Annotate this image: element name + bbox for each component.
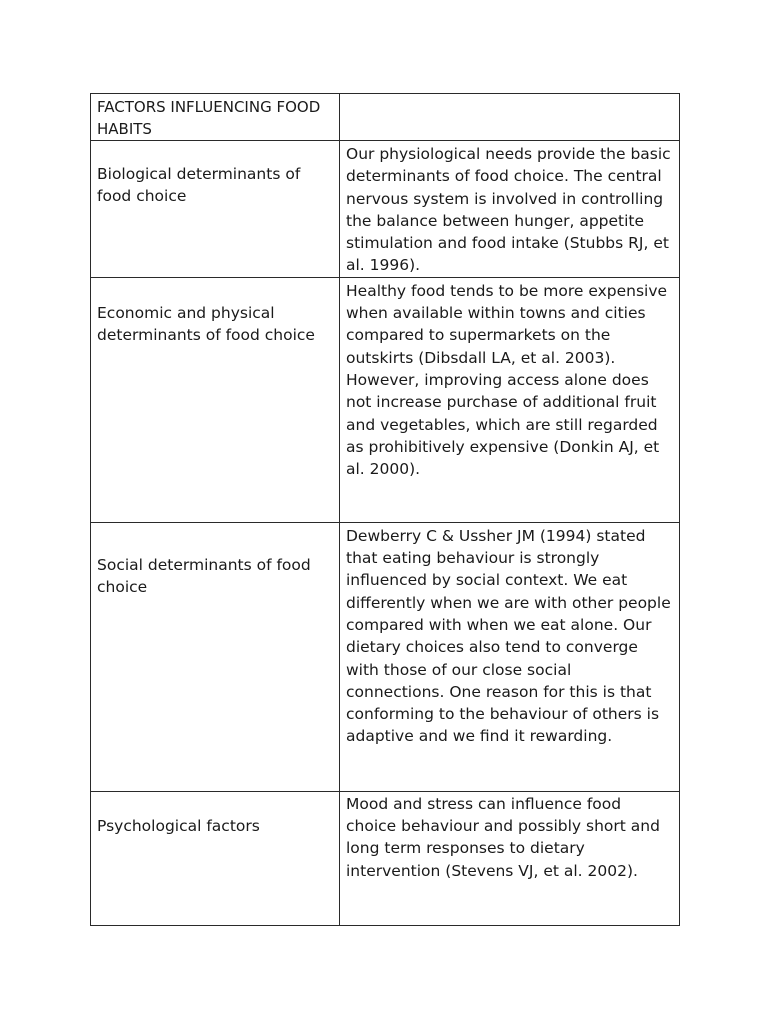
factor-description: Dewberry C & Ussher JM (1994) stated that eating behaviour is strongly influenced by social context. We eat differently when we are with other people compared with when we eat alone. Our dietary choices also tend to converge with those of our close social connections. One reason for this is that conforming to the behaviour of others is adaptive and we find it rewarding. (346, 526, 671, 746)
description-cell (340, 277, 680, 522)
factor-description: Healthy food tends to be more expensive when available within towns and cities compared to supermarkets on the outskirts (Dibsdall LA, et al. 2003). However, improving access alone does not increase purchase of additional fruit and vegetables, which are still regarded as prohibitively expensive (Donkin AJ, et al. 2000). (346, 281, 668, 479)
header-cell-right (340, 94, 680, 141)
factor-cell (91, 141, 340, 278)
table-row (91, 791, 680, 925)
factor-label: Social determinants of food choice (97, 555, 311, 597)
description-cell (340, 522, 680, 791)
table-row (91, 141, 680, 278)
factor-cell (91, 791, 340, 925)
table-row (91, 277, 680, 522)
factor-cell (91, 277, 340, 522)
table-header-row (91, 94, 680, 141)
factor-description: Our physiological needs provide the basic determinants of food choice. The central nervous system is involved in controlling the balance between hunger, appetite stimulation and food intake (Stubbs RJ, et al. 1996). (346, 145, 671, 275)
table-row (91, 522, 680, 791)
factor-description: Mood and stress can influence food choice behaviour and possibly short and long term responses to dietary intervention (Stevens VJ, et al. 2002). (346, 794, 660, 880)
description-cell (340, 791, 680, 925)
factor-label: Psychological factors (97, 816, 260, 835)
description-cell (340, 141, 680, 278)
factor-label: Economic and physical determinants of food choice (97, 303, 315, 345)
table-title: FACTORS INFLUENCING FOOD HABITS (97, 98, 321, 138)
header-cell-left (91, 94, 340, 141)
factors-table (90, 93, 680, 926)
factor-label: Biological determinants of food choice (97, 165, 301, 206)
factor-cell (91, 522, 340, 791)
